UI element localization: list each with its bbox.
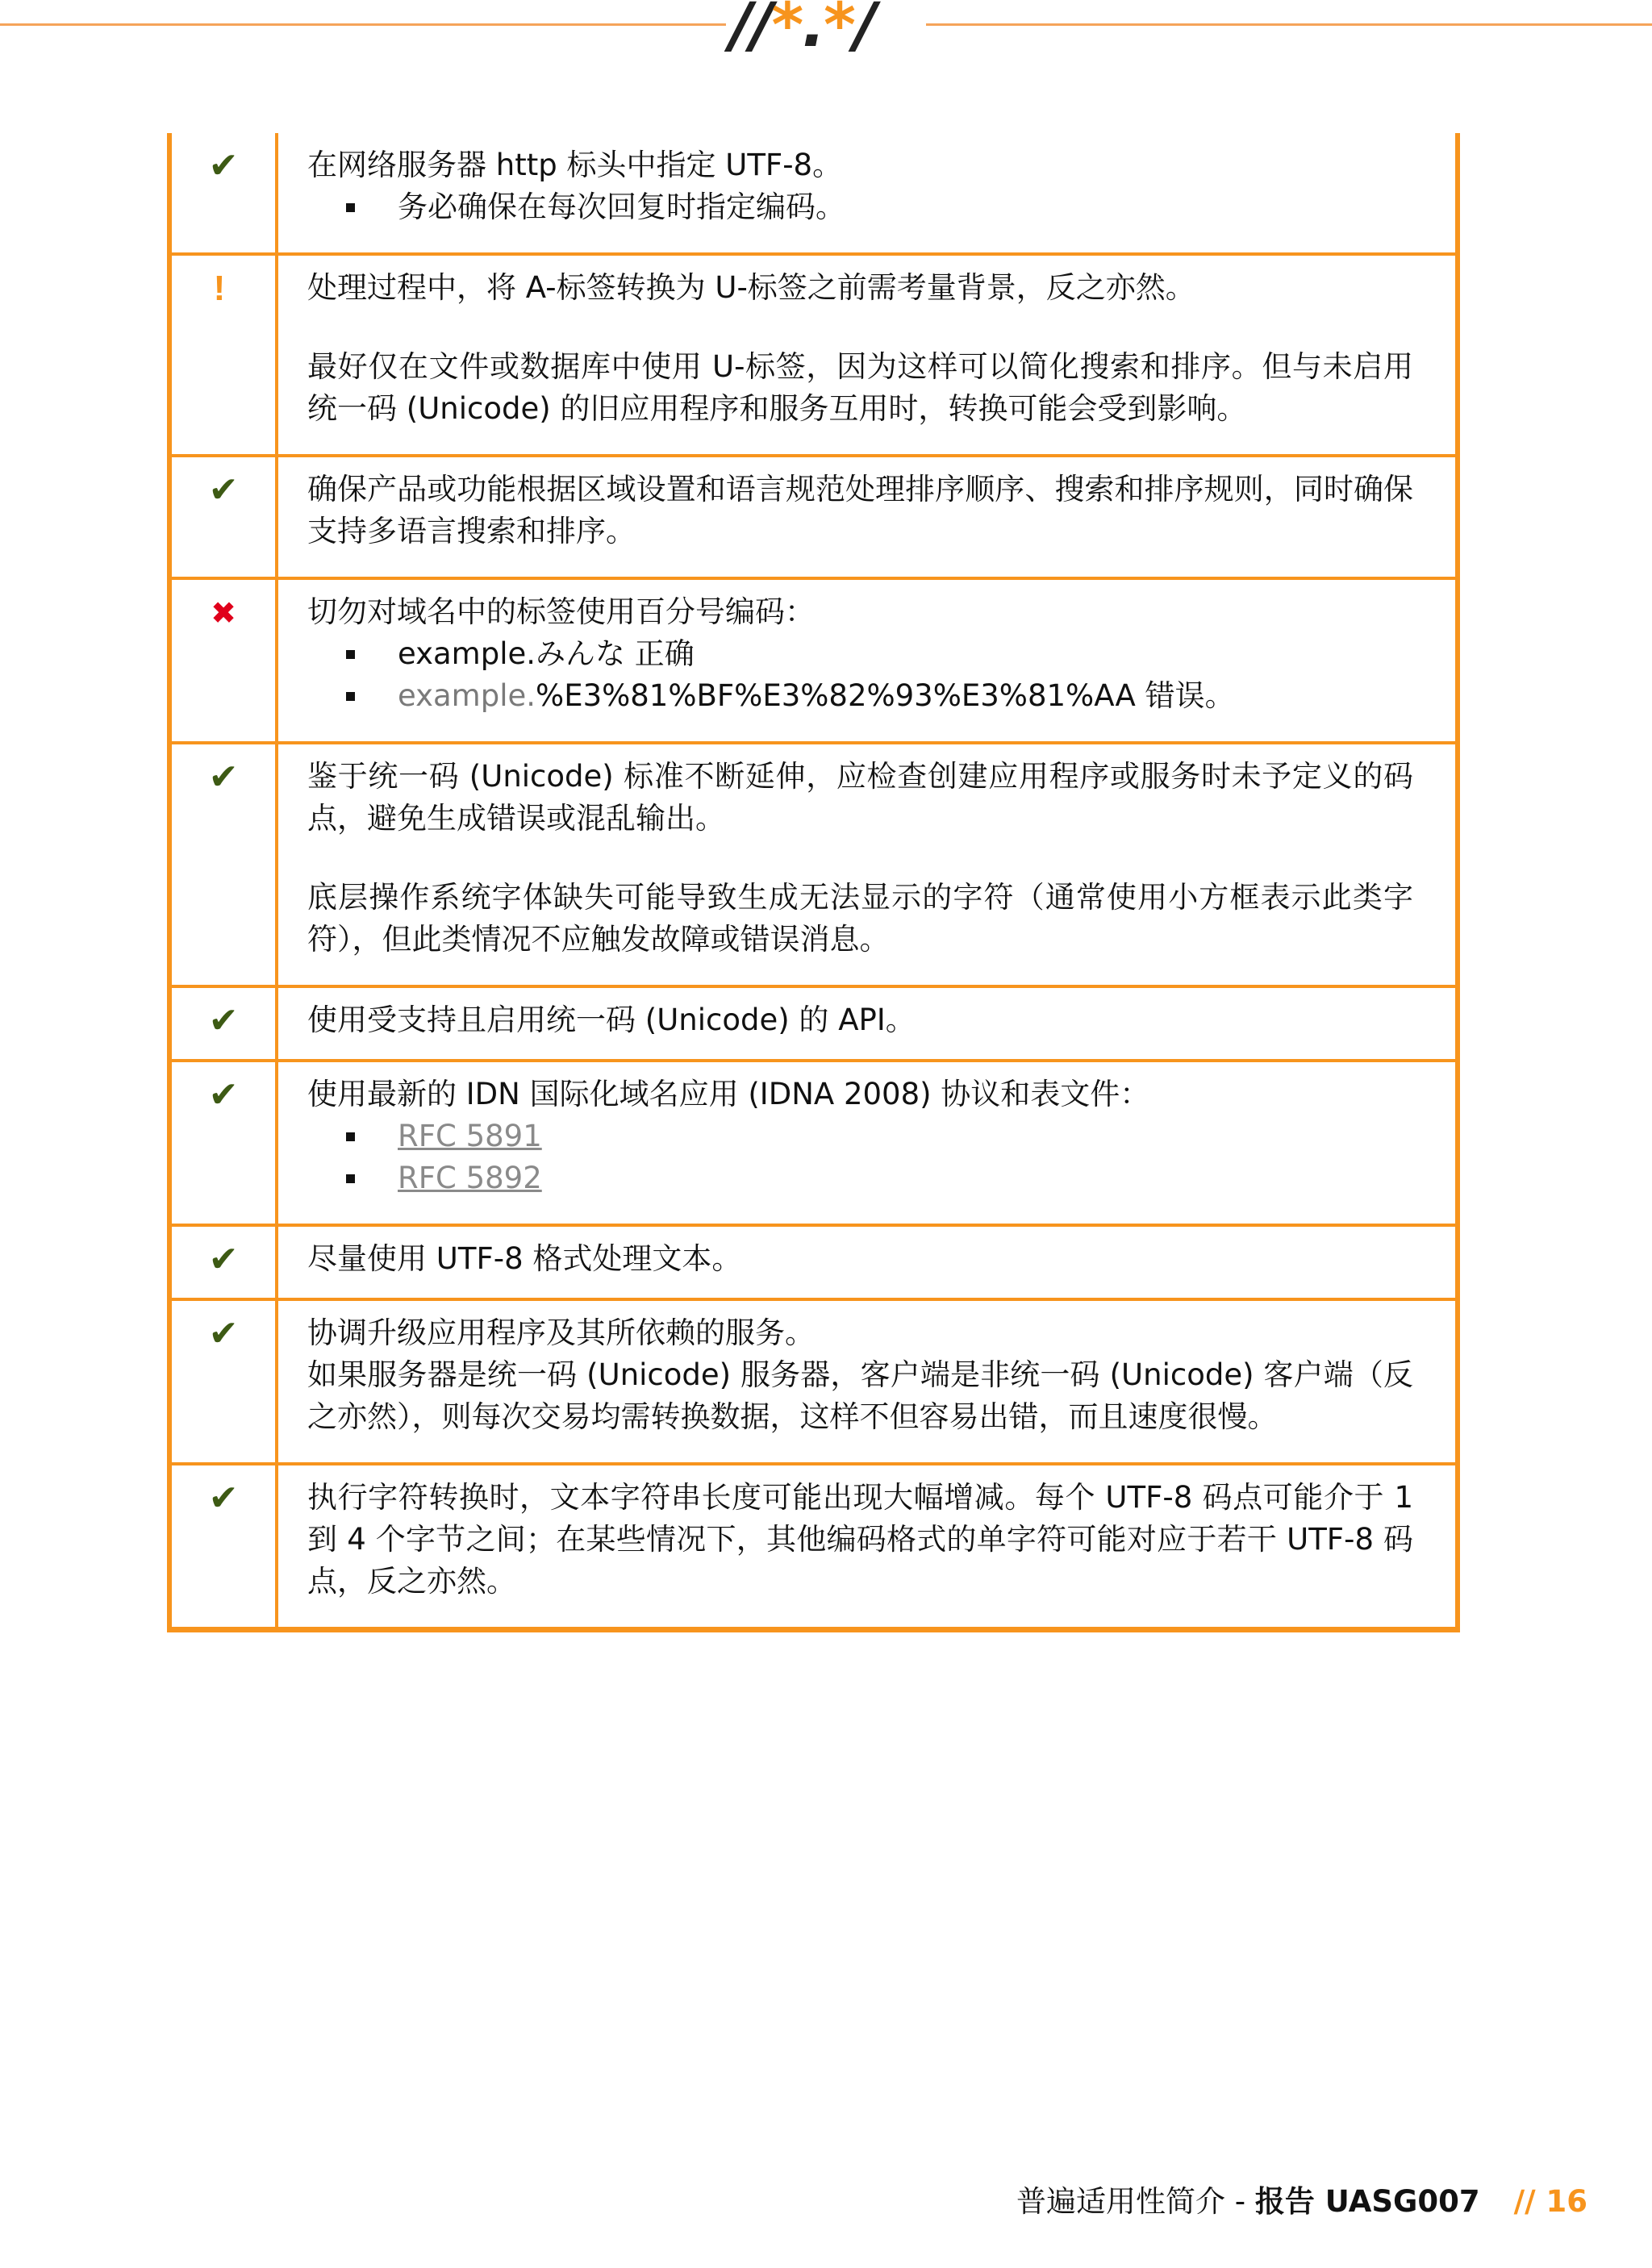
table-row (169, 743, 1458, 986)
table-row (169, 133, 1458, 254)
row-text: 在网络服务器 http 标头中指定 UTF-8。 (307, 148, 843, 182)
row-text: 鉴于统一码 (Unicode) 标准不断延伸，应检查创建应用程序或服务时未予定义的码点，避免生成错误或混乱输出。 (307, 759, 1413, 836)
row-text: 尽量使用 UTF-8 格式处理文本。 (307, 1241, 742, 1276)
page-number: // 16 (1513, 2184, 1587, 2219)
footer-report-id: 报告 UASG007 (1254, 2184, 1480, 2219)
header-rule-left (0, 23, 726, 26)
table-row (169, 456, 1458, 578)
example-correct-domain: example.みんな (398, 636, 626, 671)
row-text: 使用最新的 IDN 国际化域名应用 (IDNA 2008) 协议和表文件： (307, 1077, 1150, 1111)
row-text: 使用受支持且启用统一码 (Unicode) 的 API。 (307, 1003, 916, 1037)
check-icon: ✔ (208, 1074, 239, 1115)
table-row (169, 1464, 1458, 1630)
percent-encoded-label: %E3%81%BF%E3%82%93%E3%81%AA (536, 678, 1136, 713)
header-rule-right (926, 23, 1652, 26)
bullet-list (307, 1115, 1413, 1199)
check-icon: ✔ (208, 145, 239, 186)
status-wrong: 错误。 (1145, 678, 1235, 713)
warning-icon: ! (213, 269, 226, 308)
check-icon: ✔ (208, 469, 239, 511)
row-text: 最好仅在文件或数据库中使用 U-标签，因为这样可以简化搜索和排序。但与未启用统一码 (Unicode) 的旧应用程序和服务互用时，转换可能会受到影响。 (307, 349, 1413, 426)
row-text: 确保产品或功能根据区域设置和语言规范处理排序顺序、搜索和排序规则，同时确保支持多语言搜索和排序。 (307, 472, 1413, 548)
guidelines-table (167, 133, 1460, 1632)
check-icon: ✔ (208, 1313, 239, 1354)
table-row (169, 254, 1458, 456)
table-row (169, 1299, 1458, 1464)
bullet-list (307, 186, 1413, 228)
table-row (169, 578, 1458, 743)
row-text: 协调升级应用程序及其所依赖的服务。 (307, 1315, 815, 1350)
rfc-5892-link[interactable]: RFC 5892 (398, 1161, 542, 1195)
footer-doc-title: 普遍适用性简介 - (1016, 2184, 1255, 2219)
row-text: 处理过程中，将 A-标签转换为 U-标签之前需考量背景，反之亦然。 (307, 270, 1195, 305)
page-footer (1016, 2182, 1587, 2222)
check-icon: ✔ (208, 757, 239, 798)
row-text: 执行字符转换时，文本字符串长度可能出现大幅增减。每个 UTF-8 码点可能介于 1 到 4 个字节之间；在某些情况下，其他编码格式的单字符可能对应于若干 UTF-8 码点，反之亦然。 (307, 1480, 1413, 1599)
rfc-5891-link[interactable]: RFC 5891 (398, 1119, 542, 1153)
list-item: 务必确保在每次回复时指定编码。 (346, 186, 1413, 228)
check-icon: ✔ (208, 1478, 239, 1519)
row-text: 底层操作系统字体缺失可能导致生成无法显示的字符（通常使用小方框表示此类字符），但此类情况不应触发故障或错误消息。 (307, 880, 1413, 957)
row-text: 切勿对域名中的标签使用百分号编码： (307, 594, 815, 629)
table-row (169, 1225, 1458, 1299)
status-correct: 正确 (634, 636, 695, 671)
example-domain-prefix: example. (398, 678, 536, 713)
list-item (346, 1157, 1413, 1199)
row-text: 如果服务器是统一码 (Unicode) 服务器，客户端是非统一码 (Unicode) 客户端（反之亦然），则每次交易均需转换数据，这样不但容易出错，而且速度很慢。 (307, 1357, 1413, 1434)
list-item (346, 633, 1413, 675)
table-row (169, 986, 1458, 1061)
check-icon: ✔ (208, 1000, 239, 1041)
uasg-logo: //*.*/ (730, 0, 875, 60)
table-row (169, 1061, 1458, 1225)
list-item (346, 675, 1413, 717)
bullet-list (307, 633, 1413, 717)
cross-icon: ✖ (211, 595, 236, 631)
list-item (346, 1115, 1413, 1157)
check-icon: ✔ (208, 1239, 239, 1280)
